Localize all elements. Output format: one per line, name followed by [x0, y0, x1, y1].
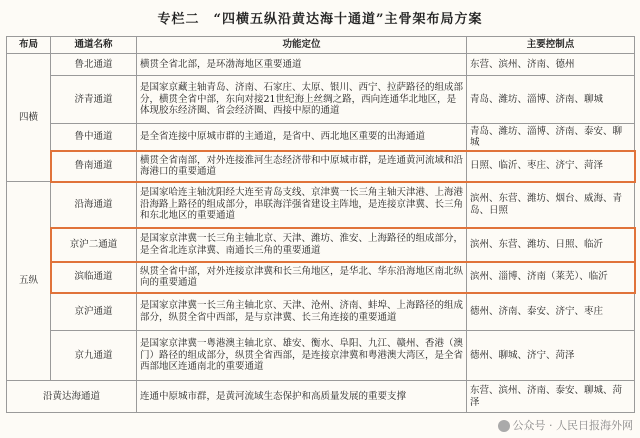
- header-layout: 布局: [7, 37, 51, 54]
- route-desc: 横贯全省南部，对外连接淮河生态经济带和中原城市群，是连通黄河流域和沿海港口的重要通道: [137, 151, 467, 182]
- table-row: [7, 182, 635, 228]
- route-name: 京沪通道: [51, 293, 137, 331]
- route-desc: 连通中原城市群，是黄河流域生态保护和高质量发展的重要支撑: [137, 381, 467, 413]
- route-name: 鲁北通道: [51, 54, 137, 76]
- group-label: 五纵: [7, 182, 51, 381]
- route-name: 沿黄达海通道: [7, 381, 137, 413]
- route-cities: 滨州、东营、潍坊、烟台、威海、青岛、日照: [467, 182, 635, 228]
- wechat-icon: [498, 420, 510, 432]
- table-row: [7, 228, 635, 262]
- route-cities: 日照、临沂、枣庄、济宁、菏泽: [467, 151, 635, 182]
- table-row: [7, 76, 635, 124]
- route-name: 京九通道: [51, 331, 137, 381]
- route-name: 京沪二通道: [51, 228, 137, 262]
- table-row: [7, 54, 635, 76]
- route-desc: 是国家京藏主轴青岛、济南、石家庄、太原、银川、西宁、拉萨路径的组成部分，横贯全省中部，东向对接21世纪海上丝绸之路，西向连通华北地区，是体现胶东经济圈、省会经济圈、西接中原的通道: [137, 76, 467, 124]
- table-row: [7, 331, 635, 381]
- route-desc: 是国家哈连主轴沈阳经大连至青岛支线、京津冀一长三角主轴天津港、上海港沿海路上路径的组成部分，串联海洋强省建设主阵地，是连接京津冀、长三角和东北地区的重要通道: [137, 182, 467, 228]
- route-desc: 是国家京津冀一粤港澳主轴北京、雄安、衡水、阜阳、九江、赣州、香港（澳门）路径的组成部分，纵贯全省西部，是连接京津冀和粤港澳大湾区，是全省西部地区连通南北的重要通道: [137, 331, 467, 381]
- document-title: 专栏二 “四横五纵沿黄达海十通道”主骨架布局方案: [157, 12, 483, 27]
- table-row: [7, 262, 635, 293]
- route-desc: 横贯全省北部，是环渤海地区重要通道: [137, 54, 467, 76]
- route-cities: 滨州、东营、潍坊、日照、临沂: [467, 228, 635, 262]
- header-route-name: 通道名称: [51, 37, 137, 54]
- route-name: 鲁南通道: [51, 151, 137, 182]
- route-cities: 东营、滨州、济南、泰安、聊城、菏泽: [467, 381, 635, 413]
- route-name: 济青通道: [51, 76, 137, 124]
- table-row: [7, 381, 635, 413]
- watermark: [495, 416, 637, 434]
- route-name: 滨临通道: [51, 262, 137, 293]
- route-desc: 是国家京津冀一长三角主轴北京、天津、沧州、济南、蚌埠、上海路径的组成部分，纵贯全省中西部，是与京津冀、长三角连接的重要通道: [137, 293, 467, 331]
- route-name: 鲁中通道: [51, 124, 137, 151]
- header-control-points: 主要控制点: [467, 37, 635, 54]
- group-label: 四横: [7, 54, 51, 182]
- route-cities: 滨州、淄博、济南（莱芜）、临沂: [467, 262, 635, 293]
- table-row: [7, 124, 635, 151]
- table-row: [7, 151, 635, 182]
- route-cities: 德州、济南、泰安、济宁、枣庄: [467, 293, 635, 331]
- route-cities: 东营、滨州、济南、德州: [467, 54, 635, 76]
- route-cities: 德州、聊城、济宁、菏泽: [467, 331, 635, 381]
- route-desc: 是全省连接中原城市群的主通道，是省中、西北地区重要的出海通道: [137, 124, 467, 151]
- route-cities: 青岛、潍坊、淄博、济南、泰安、聊城: [467, 124, 635, 151]
- layout-table: [6, 36, 635, 413]
- table-header-row: [7, 37, 635, 54]
- route-name: 沿海通道: [51, 182, 137, 228]
- header-function: 功能定位: [137, 37, 467, 54]
- route-desc: 纵贯全省中部，对外连接京津冀和长三角地区，是华北、华东沿海地区南北纵向的重要通道: [137, 262, 467, 293]
- route-cities: 青岛、潍坊、淄博、济南、聊城: [467, 76, 635, 124]
- watermark-text: 公众号 · 人民日报海外网: [512, 419, 633, 432]
- table-row: [7, 293, 635, 331]
- route-desc: 是国家京津冀一长三角主轴北京、天津、潍坊、淮安、上海路径的组成部分，是全省北连京津冀、南通长三角的重要通道: [137, 228, 467, 262]
